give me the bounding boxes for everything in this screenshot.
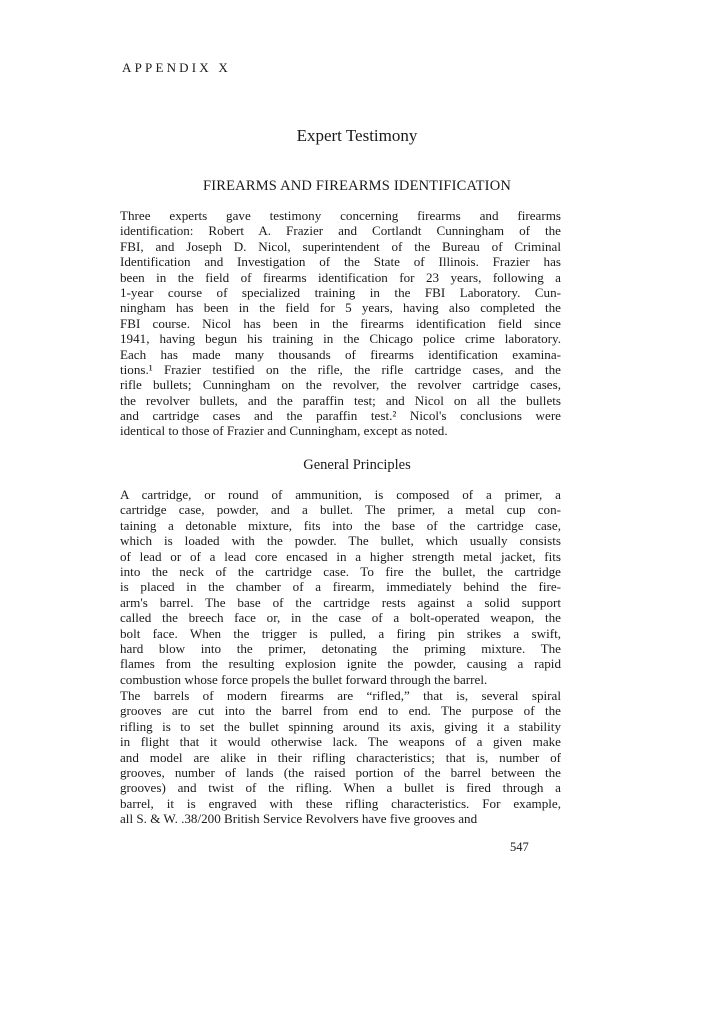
text-line: all S. & W. .38/200 British Service Revolvers have five grooves and — [120, 811, 478, 827]
text-line: rifle bullets; Cunningham on the revolver, the revolver cartridge cases, — [120, 377, 561, 393]
text-line: combustion whose force propels the bullet forward through the barrel. — [120, 671, 488, 687]
text-line: Three experts gave testimony concerning firearms and firearms — [120, 208, 561, 223]
text-line: identification: Robert A. Frazier and Cortlandt Cunningham of the — [120, 223, 561, 239]
text-line: cartridge case, powder, and a bullet. The primer, a metal cup con- — [120, 502, 561, 518]
text-line: grooves) and twist of the rifling. When a bullet is fired through a — [120, 780, 561, 796]
text-line: FBI course. Nicol has been in the firearms identification field since — [120, 315, 561, 331]
text-line: 1941, having begun his training in the Chicago police crime laboratory. — [120, 331, 561, 347]
text-line: tions.¹ Frazier testified on the rifle, the rifle cartridge cases, and the — [120, 361, 561, 377]
text-line: and cartridge cases and the paraffin test.² Nicol's conclusions were — [120, 408, 561, 424]
page-number: 547 — [510, 840, 529, 854]
text-line: Each has made many thousands of firearms identification examina- — [120, 346, 561, 362]
text-line: The barrels of modern firearms are “rifled,” that is, several spiral — [120, 688, 561, 703]
text-line: ningham has been in the field for 5 years, having also completed the — [120, 300, 561, 316]
text-line: which is loaded with the powder. The bullet, which usually consists — [120, 533, 561, 549]
text-line: identical to those of Frazier and Cunningham, except as noted. — [120, 423, 448, 439]
text-line: bolt face. When the trigger is pulled, a firing pin strikes a swift, — [120, 625, 561, 641]
appendix-label: APPENDIX X — [122, 60, 231, 75]
text-line: rifling is to set the bullet spinning around its axis, giving it a stability — [120, 718, 561, 734]
text-line: grooves, number of lands (the raised portion of the barrel between the — [120, 764, 561, 780]
section-heading-firearms: FIREARMS AND FIREARMS IDENTIFICATION — [202, 178, 512, 194]
text-line: in flight that it would otherwise lack. The weapons of a given make — [120, 734, 561, 750]
paragraph-rifling — [120, 688, 561, 827]
text-line: been in the field of firearms identification for 23 years, following a — [120, 269, 561, 285]
paragraph-cartridge — [120, 487, 561, 687]
text-line: 1-year course of specialized training in the FBI Laboratory. Cun- — [120, 284, 561, 300]
text-line: called the breech face or, in the case of a bolt-operated weapon, the — [120, 610, 561, 626]
text-line: flames from the resulting explosion ignite the powder, causing a rapid — [120, 656, 561, 672]
text-line: is placed in the chamber of a firearm, immediately behind the fire- — [120, 579, 561, 595]
text-line: FBI, and Joseph D. Nicol, superintendent of the Bureau of Criminal — [120, 238, 561, 254]
text-line: barrel, it is engraved with these rifling characteristics. For example, — [120, 795, 561, 811]
text-line: A cartridge, or round of ammunition, is composed of a primer, a — [120, 487, 561, 502]
text-line: hard blow into the primer, detonating the priming mixture. The — [120, 640, 561, 656]
text-line: arm's barrel. The base of the cartridge rests against a solid support — [120, 594, 561, 610]
text-line: the revolver bullets, and the paraffin test; and Nicol on all the bullets — [120, 392, 561, 408]
text-line: Identification and Investigation of the State of Illinois. Frazier has — [120, 254, 561, 270]
page-title: Expert Testimony — [296, 126, 418, 145]
text-line: grooves are cut into the barrel from end to end. The purpose of the — [120, 703, 561, 719]
text-line: and model are alike in their rifling characteristics; that is, number of — [120, 749, 561, 765]
text-line: of lead or of a lead core encased in a higher strength metal jacket, fits — [120, 548, 561, 564]
paragraph-experts — [120, 208, 561, 439]
text-line: taining a detonable mixture, fits into the base of the cartridge case, — [120, 517, 561, 533]
section-heading-general-principles: General Principles — [303, 457, 411, 473]
text-line: into the neck of the cartridge case. To fire the bullet, the cartridge — [120, 563, 561, 579]
